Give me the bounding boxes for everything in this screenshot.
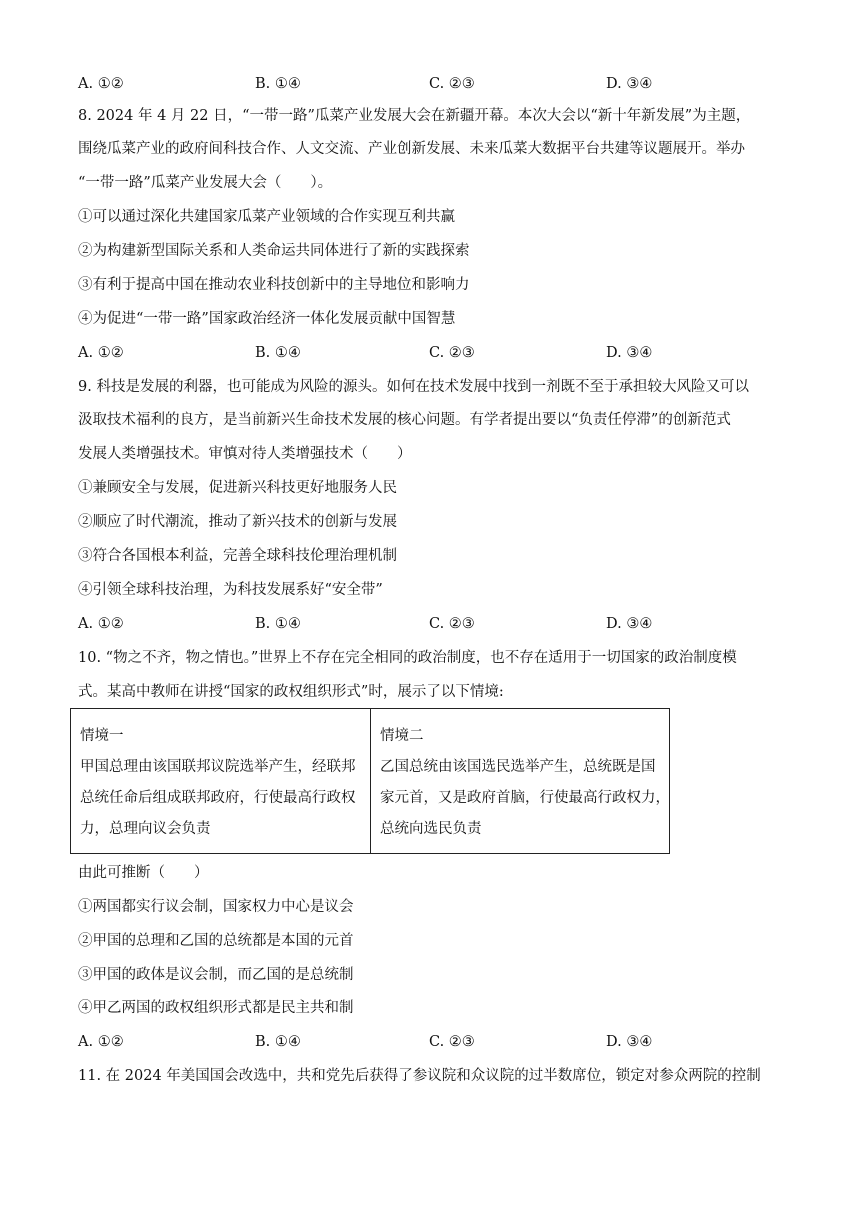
q9-item-4: ④引领全球科技治理，为科技发展系好“安全带” bbox=[78, 582, 383, 598]
q7-options bbox=[78, 74, 778, 94]
q10-option-c: C. ②③ bbox=[429, 1034, 475, 1050]
q9-item-2: ②顺应了时代潮流，推动了新兴技术的创新与发展 bbox=[78, 514, 397, 530]
q9-stem-line-2: 汲取技术福利的良方，是当前新兴生命技术发展的核心问题。有学者提出要以“负责任停滞”的创新范式 bbox=[78, 412, 731, 428]
q8-option-a: A. ①② bbox=[78, 345, 124, 361]
q8-item-4: ④为促进“一带一路”国家政治经济一体化发展贡献中国智慧 bbox=[78, 311, 456, 327]
q9-options bbox=[78, 614, 778, 634]
q10-item-4: ④甲乙两国的政权组织形式都是民主共和制 bbox=[78, 1000, 354, 1016]
scenario-two-cell bbox=[380, 721, 670, 845]
q10-option-a: A. ①② bbox=[78, 1034, 124, 1050]
q10-option-b: B. ①④ bbox=[255, 1034, 301, 1050]
q7-option-a: A. ①② bbox=[78, 76, 124, 92]
q9-item-3: ③符合各国根本利益，完善全球科技伦理治理机制 bbox=[78, 548, 397, 564]
q10-options bbox=[78, 1032, 778, 1052]
q10-stem-line-2: 式。某高中教师在讲授“国家的政权组织形式”时，展示了以下情境: bbox=[78, 684, 504, 700]
q7-option-b: B. ①④ bbox=[255, 76, 301, 92]
q10-item-3: ③甲国的政体是议会制，而乙国的是总统制 bbox=[78, 967, 354, 983]
q8-stem-line-3: “一带一路”瓜菜产业发展大会（ ）。 bbox=[78, 175, 333, 191]
scenario-divider bbox=[370, 709, 371, 853]
scenario-two-line-3: 总统向选民负责 bbox=[380, 821, 482, 837]
q8-option-d: D. ③④ bbox=[606, 345, 653, 361]
scenario-one-cell bbox=[80, 721, 364, 845]
q7-option-c: C. ②③ bbox=[429, 76, 475, 92]
q9-option-b: B. ①④ bbox=[255, 616, 301, 632]
scenario-one-line-2: 总统任命后组成联邦政府，行使最高行政权 bbox=[80, 790, 356, 806]
q10-prompt: 由此可推断（ ） bbox=[78, 865, 209, 881]
q9-option-a: A. ①② bbox=[78, 616, 124, 632]
q10-stem-line-1: 10. “物之不齐，物之情也。”世界上不存在完全相同的政治制度，也不存在适用于一切国家的政治制度模 bbox=[78, 650, 737, 666]
q10-option-d: D. ③④ bbox=[606, 1034, 653, 1050]
q8-item-2: ②为构建新型国际关系和人类命运共同体进行了新的实践探索 bbox=[78, 243, 470, 259]
q8-stem-line-2: 围绕瓜菜产业的政府间科技合作、人文交流、产业创新发展、未来瓜菜大数据平台共建等议题展开。举办 bbox=[78, 141, 745, 157]
scenario-table bbox=[70, 708, 670, 854]
scenario-one-title: 情境一 bbox=[80, 728, 124, 744]
scenario-two-line-2: 家元首，又是政府首脑，行使最高行政权力， bbox=[380, 790, 670, 806]
q9-stem-line-1: 9. 科技是发展的利器，也可能成为风险的源头。如何在技术发展中找到一剂既不至于承担较大风险又可以 bbox=[78, 379, 749, 395]
q7-option-d: D. ③④ bbox=[606, 76, 653, 92]
scenario-two-title: 情境二 bbox=[380, 728, 424, 744]
q9-item-1: ①兼顾安全与发展，促进新兴科技更好地服务人民 bbox=[78, 480, 397, 496]
q9-option-c: C. ②③ bbox=[429, 616, 475, 632]
q8-option-c: C. ②③ bbox=[429, 345, 475, 361]
q11-stem-line-1: 11. 在 2024 年美国国会改选中，共和党先后获得了参议院和众议院的过半数席位，锁定对参众两院的控制 bbox=[78, 1068, 761, 1084]
q9-option-d: D. ③④ bbox=[606, 616, 653, 632]
scenario-one-line-3: 力，总理向议会负责 bbox=[80, 821, 211, 837]
q10-item-1: ①两国都实行议会制，国家权力中心是议会 bbox=[78, 899, 354, 915]
q8-item-1: ①可以通过深化共建国家瓜菜产业领域的合作实现互利共赢 bbox=[78, 209, 455, 225]
q8-stem-line-1: 8. 2024 年 4 月 22 日，“一带一路”瓜菜产业发展大会在新疆开幕。本次大会以“新十年新发展”为主题， bbox=[78, 108, 751, 124]
scenario-two-line-1: 乙国总统由该国选民选举产生，总统既是国 bbox=[380, 759, 656, 775]
q8-options bbox=[78, 343, 778, 363]
q9-stem-line-3: 发展人类增强技术。审慎对待人类增强技术（ ） bbox=[78, 446, 412, 462]
q8-item-3: ③有利于提高中国在推动农业科技创新中的主导地位和影响力 bbox=[78, 277, 470, 293]
scenario-one-line-1: 甲国总理由该国联邦议院选举产生，经联邦 bbox=[80, 759, 356, 775]
q10-item-2: ②甲国的总理和乙国的总统都是本国的元首 bbox=[78, 933, 354, 949]
q8-option-b: B. ①④ bbox=[255, 345, 301, 361]
